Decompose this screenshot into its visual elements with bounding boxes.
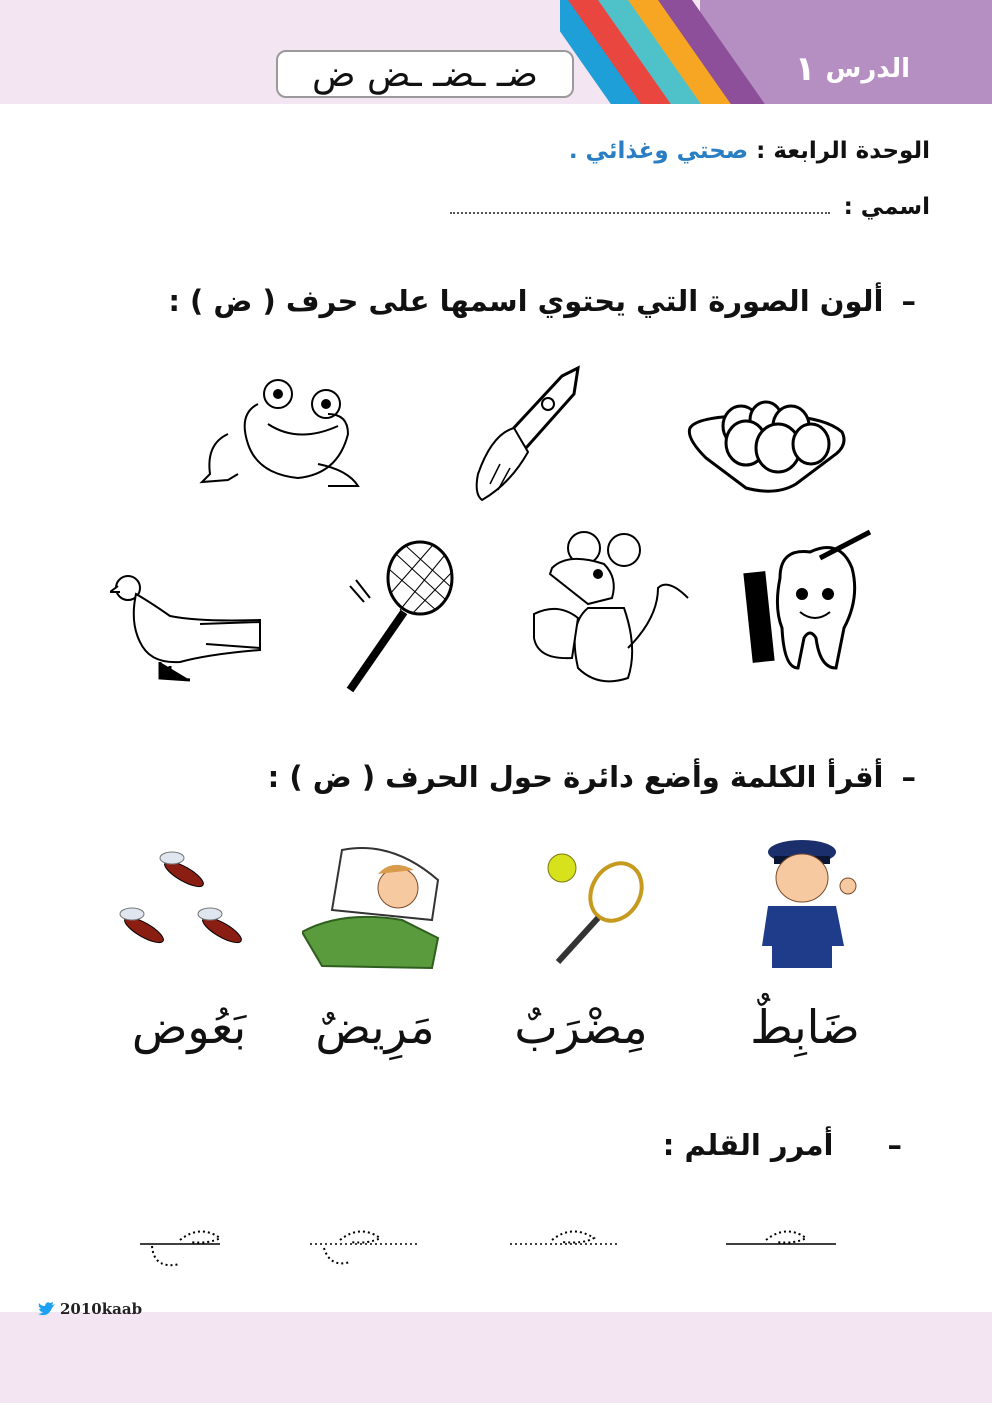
letter-forms: ضـ ـضـ ـض ض [312,53,538,95]
unit-title: صحتي وغذائي . [568,138,749,164]
eggs-icon[interactable] [686,388,846,494]
lesson-title [770,44,910,94]
letter-forms-box [276,50,574,98]
section2-text: أقرأ الكلمة وأضع دائرة حول الحرف ( ض ) : [267,760,884,794]
tennis-racket-icon[interactable] [546,852,646,968]
section2-instruction [268,760,916,794]
word-dabit[interactable]: ضَابِطٌ [750,1000,860,1054]
lesson-label-text: الدرس [825,54,910,84]
lesson-number: ١ [794,49,816,89]
section1-dash: – [901,284,916,318]
tooth-icon[interactable] [740,528,880,672]
trace-medial-dad[interactable] [310,1212,420,1272]
page-footer [0,1312,992,1403]
police-officer-icon[interactable] [752,836,862,972]
color-stripes [560,0,780,104]
name-input-line[interactable] [450,212,830,214]
name-label: اسمي : [843,194,930,220]
bird-icon [38,1302,56,1316]
section3-text: أمرر القلم : [662,1128,834,1162]
section1-text: ألون الصورة التي يحتوي اسمها على حرف ( ض ) : [168,284,884,318]
section2-dash: – [901,760,916,794]
trace-isolated-dad[interactable] [726,1212,836,1272]
pigeon-icon[interactable] [110,572,264,684]
word-midrab[interactable]: مِضْرَبٌ [514,1000,648,1054]
brand-text: 2010kaab [60,1300,143,1318]
word-marid[interactable]: مَرِيضٌ [315,1000,435,1054]
name-line [450,194,930,220]
section1-instruction [168,284,916,318]
section3-dash: – [887,1128,902,1162]
section3-instruction [663,1128,902,1162]
sick-boy-icon[interactable] [302,840,444,970]
trace-final-dad[interactable] [140,1212,250,1272]
mosquitoes-icon[interactable] [110,848,260,956]
unit-line [569,138,930,164]
rocket-icon[interactable] [470,364,586,504]
racket-icon[interactable] [340,540,458,696]
trace-initial-dad[interactable] [510,1212,620,1272]
mouse-icon[interactable] [528,528,690,688]
word-baoud[interactable]: بَعُوض [131,1000,247,1054]
unit-label: الوحدة الرابعة : [756,138,930,164]
frog-icon[interactable] [198,374,364,494]
brand [38,1300,142,1318]
